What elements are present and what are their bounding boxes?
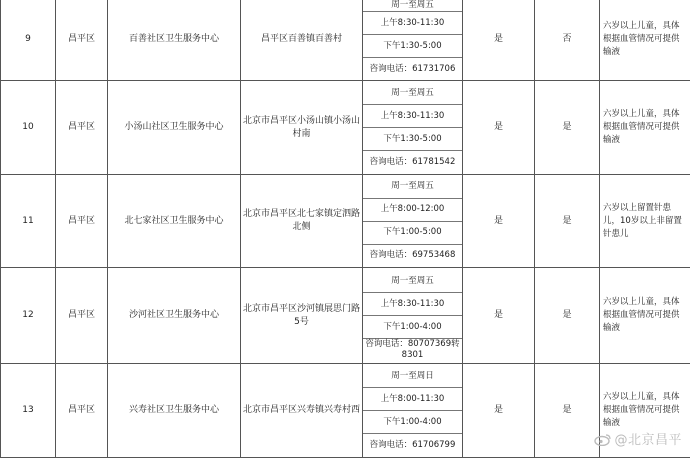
address: 昌平区百善镇百善村: [241, 0, 363, 81]
hours-cell: [363, 268, 463, 364]
table-row: [1, 81, 690, 175]
service-days: 周一至周五: [363, 0, 462, 12]
hours-cell: [363, 175, 463, 268]
note: 六岁以上儿童，具体根据血管情况可提供输液: [600, 81, 690, 175]
hours-cell: [363, 364, 463, 458]
child-flag: 是: [535, 81, 600, 175]
afternoon-hours: 下午1:30-5:00: [363, 35, 462, 58]
row-number: 9: [1, 0, 56, 81]
morning-hours: 上午8:30-11:30: [363, 105, 462, 128]
afternoon-hours: 下午1:00-4:00: [363, 411, 462, 434]
phone: 咨询电话：61731706: [363, 58, 462, 81]
row-number: 13: [1, 364, 56, 458]
address: 北京市昌平区沙河镇展思门路5号: [241, 268, 363, 364]
phone: 咨询电话：69753468: [363, 244, 462, 267]
table-row: [1, 0, 690, 81]
infusion-flag: 是: [463, 0, 535, 81]
row-number: 12: [1, 268, 56, 364]
phone: 咨询电话：80707369转8301: [363, 339, 462, 362]
morning-hours: 上午8:00-11:30: [363, 388, 462, 411]
address: 北京市昌平区北七家镇定泗路北侧: [241, 175, 363, 268]
weibo-logo-icon: [594, 433, 612, 446]
hours-cell: [363, 81, 463, 175]
child-flag: 是: [535, 364, 600, 458]
district: 昌平区: [56, 364, 108, 458]
table-row: [1, 364, 690, 458]
note: 六岁以上留置针患儿，10岁以上非留置针患儿: [600, 175, 690, 268]
note: 六岁以上儿童，具体根据血管情况可提供输液: [600, 268, 690, 364]
afternoon-hours: 下午1:30-5:00: [363, 128, 462, 151]
hours-cell: [363, 0, 463, 81]
phone: 咨询电话：61781542: [363, 151, 462, 174]
note: 六岁以上儿童，具体根据血管情况可提供输液: [600, 0, 690, 81]
service-days: 周一至周五: [363, 82, 462, 105]
watermark-text: @北京昌平: [614, 433, 682, 448]
afternoon-hours: 下午1:00-4:00: [363, 316, 462, 339]
center-name: 兴寿社区卫生服务中心: [108, 364, 241, 458]
infusion-flag: 是: [463, 175, 535, 268]
watermark: [594, 429, 682, 448]
address: 北京市昌平区兴寿镇兴寿村西: [241, 364, 363, 458]
district: 昌平区: [56, 81, 108, 175]
address: 北京市昌平区小汤山镇小汤山村南: [241, 81, 363, 175]
center-name: 北七家社区卫生服务中心: [108, 175, 241, 268]
service-days: 周一至周五: [363, 176, 462, 199]
table-row: [1, 175, 690, 268]
note: 六岁以上儿童，具体根据血管情况可提供输液: [600, 364, 690, 458]
child-flag: 是: [535, 268, 600, 364]
row-number: 10: [1, 81, 56, 175]
center-name: 百善社区卫生服务中心: [108, 0, 241, 81]
phone: 咨询电话：61706799: [363, 434, 462, 457]
district: 昌平区: [56, 175, 108, 268]
row-number: 11: [1, 175, 56, 268]
district: 昌平区: [56, 268, 108, 364]
infusion-flag: 是: [463, 364, 535, 458]
service-days: 周一至周五: [363, 270, 462, 293]
morning-hours: 上午8:00-12:00: [363, 198, 462, 221]
center-name: 小汤山社区卫生服务中心: [108, 81, 241, 175]
infusion-flag: 是: [463, 81, 535, 175]
morning-hours: 上午8:30-11:30: [363, 293, 462, 316]
afternoon-hours: 下午1:00-5:00: [363, 221, 462, 244]
table-row: [1, 268, 690, 364]
district: 昌平区: [56, 0, 108, 81]
morning-hours: 上午8:30-11:30: [363, 12, 462, 35]
child-flag: 是: [535, 175, 600, 268]
infusion-flag: 是: [463, 268, 535, 364]
service-days: 周一至周日: [363, 365, 462, 388]
center-name: 沙河社区卫生服务中心: [108, 268, 241, 364]
child-flag: 否: [535, 0, 600, 81]
